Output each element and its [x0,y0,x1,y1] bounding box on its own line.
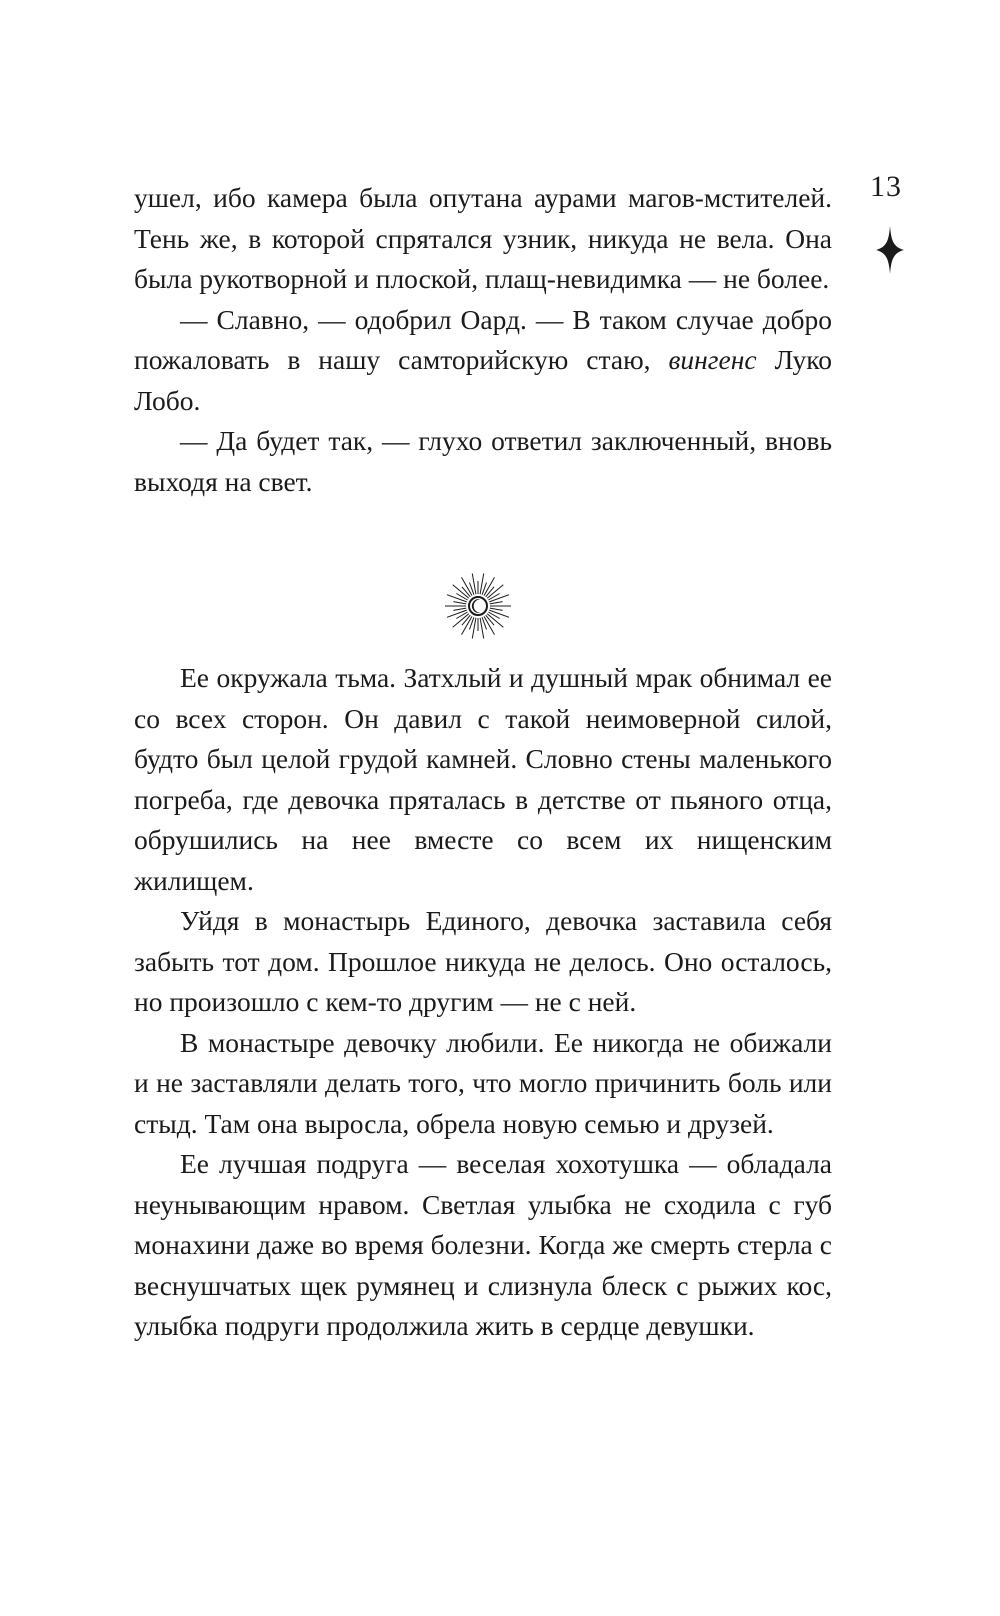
italic-term: вингенс [668,344,757,375]
paragraph-text: В монастыре девочку любили. Ее никогда не обижали и не заставляли делать того, что могло причинить боль или стыд. Там она выросла, обрела новую семью и друзей. [134,1026,832,1139]
ornament-ray [462,587,470,597]
paragraph [134,1144,832,1347]
paragraph [134,658,832,901]
paragraph-text: Луко Лобо. [134,344,832,416]
paragraph-text: — Славно, — одобрил Оард. — В таком случае добро пожаловать в нашу самторийскую стаю, [134,303,832,375]
paragraph-text: — Да будет так, — глухо ответил заключенный, вновь выходя на свет. [134,425,832,497]
ornament-ray [486,615,494,625]
four-point-star-icon [876,226,904,274]
paragraph [134,421,832,502]
ornament-ray [490,602,503,604]
ornament-ray [462,615,470,625]
paragraph-text: Ее окружала тьма. Затхлый и душный мрак обнимал ее со всех сторон. Он давил с такой неимоверной силой, будто был целой грудой камней. Словно стены маленького погреба, где девочка пряталась в детстве от пьяного отца, обрушились на нее вместе со всем их нищенским жилищем. [134,662,832,896]
ornament-ray [486,587,494,597]
paragraph [134,178,832,300]
page-number: 13 [870,170,902,203]
paragraph-text: Ее лучшая подруга — веселая хохотушка — обладала неунывающим нравом. Светлая улыбка не сходила с губ монахини даже во время болезни. Когда же смерть стерла с веснушчатых щек румянец и слизнула блеск с рыжих кос, улыбка подруги продолжила жить в сердце девушки. [134,1148,832,1341]
ornament-ray [453,602,466,604]
crescent-sun-burst-icon [444,572,512,640]
ornament-ray [490,608,503,610]
paragraph [134,901,832,1023]
text-section-1 [134,178,832,502]
paragraph-text: ушел, ибо камера была опутана аурами магов-мстителей. Тень же, в которой спрятался узник, никуда не вела. Она была рукотворной и плоской, плащ-невидимка — не более. [134,182,832,294]
paragraph [134,300,832,422]
ornament-ray [453,608,466,610]
paragraph-text: Уйдя в монастырь Единого, девочка заставила себя забыть тот дом. Прошлое никуда не делось. Оно осталось, но произошло с кем-то другим — не с ней. [134,905,832,1017]
text-section-2 [134,658,832,1347]
paragraph [134,1023,832,1145]
